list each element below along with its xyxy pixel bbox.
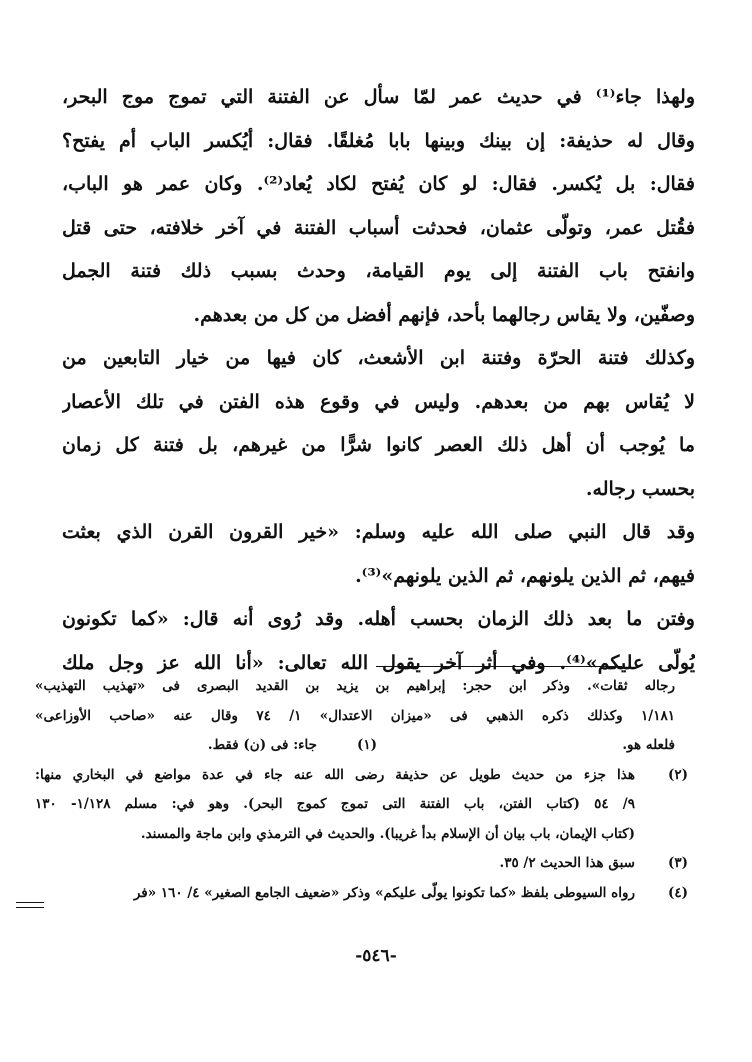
text-line: وقد قال النبي صلى الله عليه وسلم: «خير القرون القرن الذي بعثت [62, 521, 695, 543]
text-line: فقُتل عمر، وتولّى عثمان، فحدثت أسباب الفتنة في آخر خلافته، حتى قتل [62, 216, 695, 239]
footnote-text: ٩/ ٥٤ (كتاب الفتن، باب الفتنة التى تموج كموج البحر). وهو في: مسلم ١/١٢٨- ١٣٠ [35, 796, 635, 812]
footnote-3 [35, 849, 695, 879]
text-line: فيهم، ثم الذين يلونهم، ثم الذين يلونهم»⁽³⁾. [355, 564, 695, 587]
footnote-text: سبق هذا الحديث ٢/ ٣٥. [499, 855, 635, 871]
page-number: -٥٤٦- [355, 946, 397, 966]
footnote-text: رواه السيوطى بلفظ «كما تكونوا يولّى عليكم» وذكر «ضعيف الجامع الصغير» ٤/ ١٦٠ «فر [133, 884, 635, 901]
footnote-separator [376, 666, 622, 667]
footnote-text: جاء: فى (ن) فقط. [207, 737, 317, 753]
text-line: ما يُوجب أن أهل ذلك العصر كانوا شرًّا من غيرهم، بل فتنة كل زمان [62, 434, 695, 456]
text-line: وفتن ما بعد ذلك الزمان بحسب أهله. وقد رُوى أنه قال: «كما تكونون [62, 608, 695, 630]
footnote-4 [35, 879, 695, 909]
text-line: فقال: بل يُكسر. فقال: لو كان يُفتح لكاد يُعاد⁽²⁾. وكان عمر هو الباب، [62, 173, 695, 195]
footnote-text: (كتاب الإيمان، باب بيان أن الإسلام بدأ غريبا). والحديث في الترمذي وابن ماجة والمسند. [140, 825, 635, 842]
footnote-text: ١/١٨١ وكذلك ذكره الذهبي فى «ميزان الاعتدال» ١/ ٧٤ وقال عنه «صاحب الأوزاعى» [35, 707, 675, 724]
footnote-number: (٢) [667, 766, 689, 783]
footnote-continuation-line [35, 702, 695, 732]
footnotes-block [35, 672, 695, 908]
text-line: وانفتح باب الفتنة إلى يوم القيامة، وحدث بسبب ذلك فتنة الجمل [62, 260, 695, 282]
footnote-continuation-line [35, 672, 695, 702]
text-line: وقال له حذيفة: إن بينك وبينها بابا مُغلقًا. فقال: أيُكسر الباب أم يفتح؟ [62, 129, 695, 152]
text-line: وصفّين، ولا يقاس رجالهما بأحد، فإنهم أفضل من كل من بعدهم. [193, 303, 695, 326]
footnote-number: (١) [356, 737, 377, 753]
text-line: ولهذا جاء⁽¹⁾ في حديث عمر لمّا سأل عن الفتنة التي تموج موج البحر، [62, 86, 695, 108]
footnote-number: (٣) [667, 855, 689, 871]
continuation-mark [16, 902, 44, 908]
footnote-2-line [35, 820, 695, 850]
text-line: لا يُقاس بهم من بعدهم. وليس في وقوع هذه الفتن في تلك الأعصار [62, 390, 695, 413]
footnote-text: فلعله هو. [622, 737, 675, 753]
footnote-text: رجاله ثقات». وذكر ابن حجر: إبراهيم بن يزيد بن القديد البصرى فى «تهذيب التهذيب» [35, 678, 675, 694]
footnote-number: (٤) [667, 884, 689, 901]
main-text-block [62, 76, 695, 685]
text-line: وكذلك فتنة الحرّة وفتنة ابن الأشعث، كان فيها من خيار التابعين من [62, 347, 695, 369]
footnote-2-line [35, 790, 695, 820]
footnote-2 [35, 761, 695, 791]
footnote-line-mixed [35, 731, 695, 761]
text-line: يُولّى عليكم»⁽⁴⁾. وفي أثر آخر يقول الله تعالى: «أنا الله عز وجل ملك [62, 651, 695, 674]
text-line: بحسب رجاله. [585, 477, 695, 500]
footnote-text: هذا جزء من حديث طويل عن حذيفة رضى الله عنه جاء في عدة مواضع في البخاري منها: [35, 766, 635, 783]
